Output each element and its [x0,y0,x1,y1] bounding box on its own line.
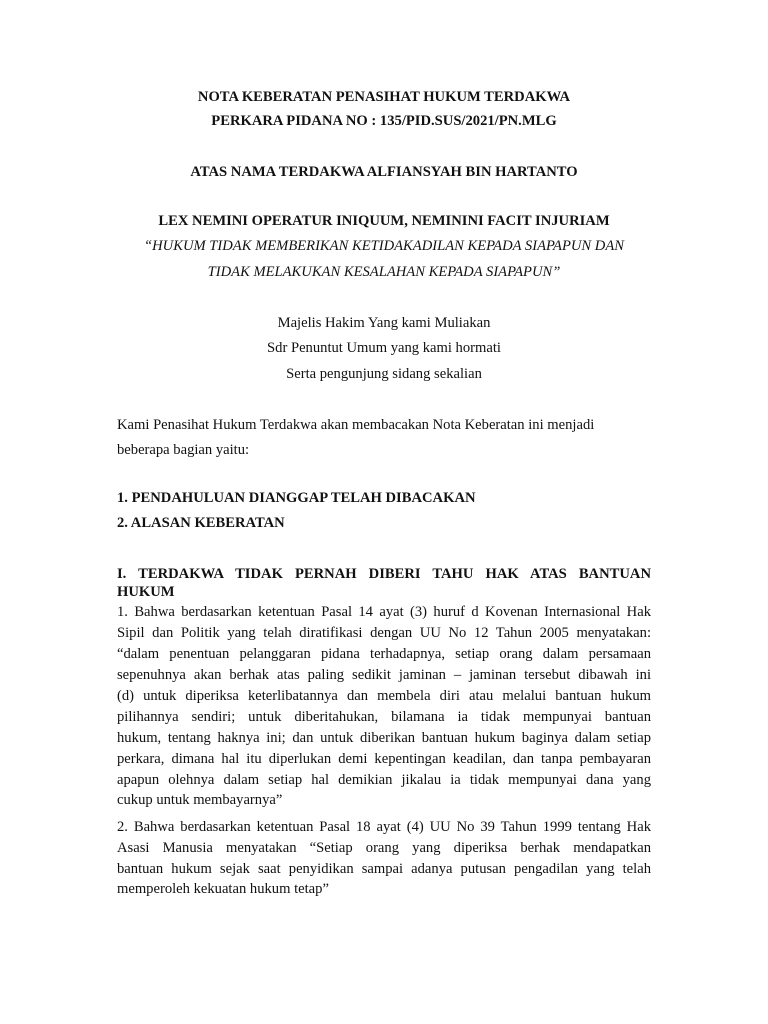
paragraph-1-line: hukum, tentang haknya ini; dan untuk diberikan bantuan hukum baginya dalam setiap [117,730,651,746]
maxim-translation-line-2: TIDAK MELAKUKAN KESALAHAN KEPADA SIAPAPUN” [207,264,561,280]
maxim-translation-line-1: “HUKUM TIDAK MEMBERIKAN KETIDAKADILAN KEPADA SIAPAPUN DAN [144,238,624,254]
paragraph-1-line: pilihannya sendiri; untuk diberitahukan, bilamana ia tidak mempunyai bantuan [117,709,651,725]
legal-maxim: LEX NEMINI OPERATUR INIQUUM, NEMININI FACIT INJURIAM [158,213,610,229]
paragraph-1-line: perkara, dimana hal itu diperlukan demi kepentingan keadilan, dan tanpa pembayaran [117,751,651,767]
salutation-prosecutor: Sdr Penuntut Umum yang kami hormati [267,340,501,356]
defendant-name: ATAS NAMA TERDAKWA ALFIANSYAH BIN HARTANTO [190,164,578,180]
paragraph-1-line: 1. Bahwa berdasarkan ketentuan Pasal 14 ayat (3) huruf d Kovenan Internasional Hak [117,604,651,620]
section-heading-line-2: HUKUM [117,584,175,600]
case-number: PERKARA PIDANA NO : 135/PID.SUS/2021/PN.MLG [211,113,557,129]
paragraph-2-line: memperoleh kekuatan hukum tetap” [117,881,329,897]
paragraph-1-line: “dalam penentuan pelanggaran pidana terhadapnya, setiap orang dalam persamaan [117,646,651,662]
outline-item-2: 2. ALASAN KEBERATAN [117,515,285,531]
paragraph-2-line: Asasi Manusia menyatakan “Setiap orang yang diperiksa berhak mendapatkan [117,840,651,856]
paragraph-1-line: cukup untuk membayarnya” [117,792,283,808]
document-title: NOTA KEBERATAN PENASIHAT HUKUM TERDAKWA [197,89,571,105]
section-heading-line-1: I. TERDAKWA TIDAK PERNAH DIBERI TAHU HAK ATAS BANTUAN [117,566,651,582]
paragraph-1-line: Sipil dan Politik yang telah diratifikasi dengan UU No 12 Tahun 2005 menyatakan: [117,625,651,641]
paragraph-2-line: 2. Bahwa berdasarkan ketentuan Pasal 18 ayat (4) UU No 39 Tahun 1999 tentang Hak [117,819,651,835]
salutation-audience: Serta pengunjung sidang sekalian [286,366,482,382]
intro-line-1: Kami Penasihat Hukum Terdakwa akan membacakan Nota Keberatan ini menjadi [117,417,595,433]
salutation-judges: Majelis Hakim Yang kami Muliakan [277,315,491,331]
paragraph-1-line: sepenuhnya akan berhak atas paling sedikit jaminan – jaminan tersebut dibawah ini [117,667,651,683]
intro-line-2: beberapa bagian yaitu: [117,442,250,458]
paragraph-1-line: apapun olehnya dalam setiap hal demikian jikalau ia tidak mempunyai dana yang [117,772,651,788]
outline-item-1: 1. PENDAHULUAN DIANGGAP TELAH DIBACAKAN [117,490,476,506]
paragraph-2-line: bantuan hukum sejak saat penyidikan sampai adanya putusan pengadilan yang telah [117,861,651,877]
paragraph-1-line: (d) untuk diperiksa keterlibatannya dan membela diri atau melalui bantuan hukum [117,688,651,704]
